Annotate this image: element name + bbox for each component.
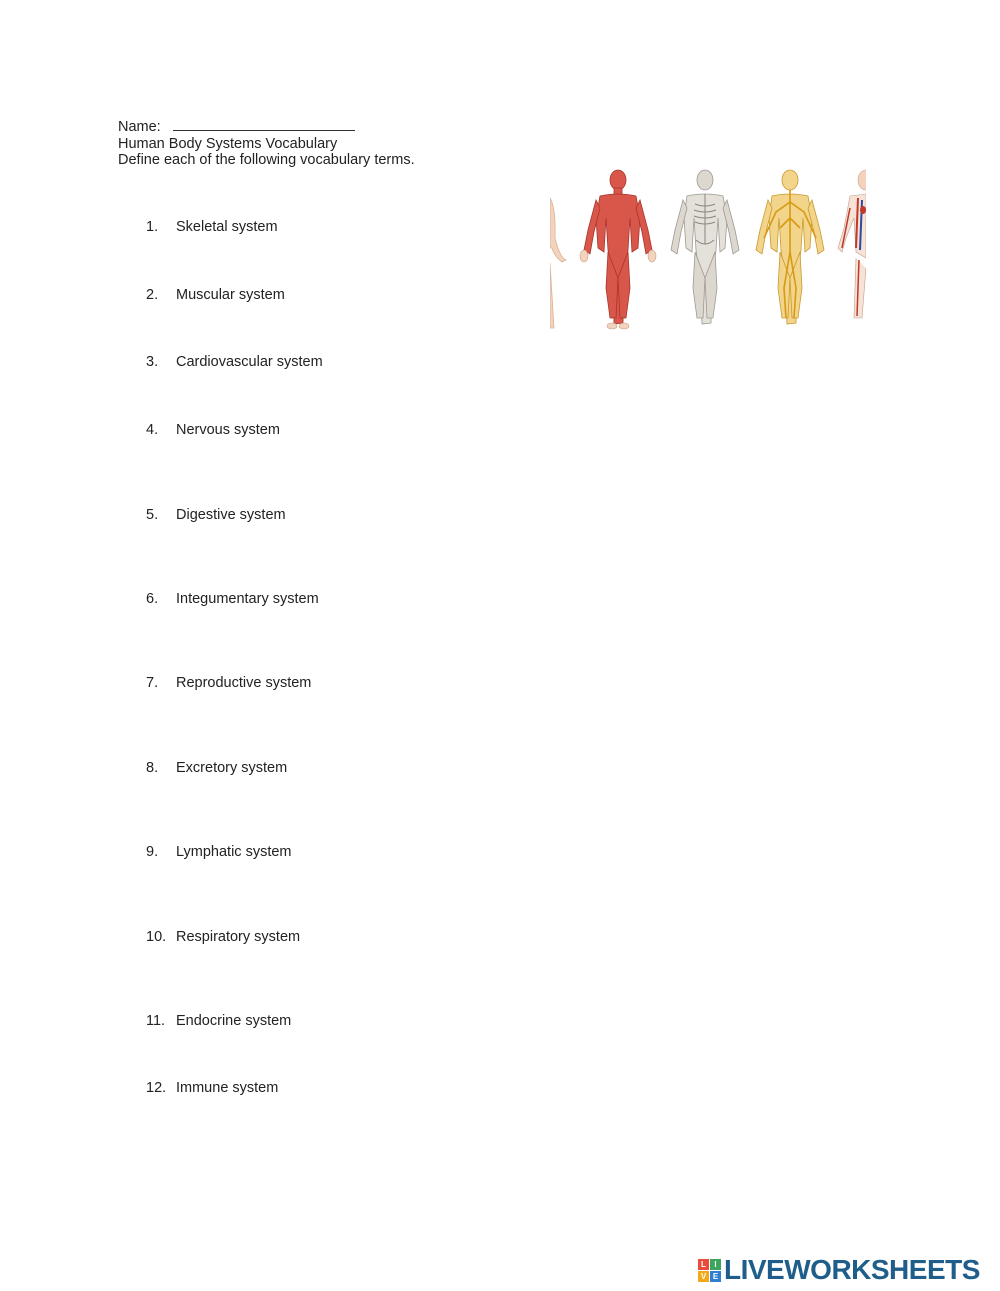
item-number: 2.: [146, 287, 159, 303]
name-label: Name:: [118, 119, 161, 135]
item-term: Integumentary system: [176, 591, 319, 607]
list-item: [146, 1080, 278, 1096]
item-number: 8.: [146, 760, 159, 776]
item-number: 11.: [146, 1013, 166, 1029]
item-term: Excretory system: [176, 760, 288, 776]
list-item: [146, 1013, 291, 1029]
item-term: Reproductive system: [176, 675, 312, 691]
logo-blocks-icon: [698, 1259, 721, 1282]
list-item: [146, 760, 287, 776]
integumentary-figure: [550, 198, 566, 328]
body-systems-illustration: [550, 168, 866, 330]
list-item: [146, 675, 311, 691]
item-term: Nervous system: [176, 422, 280, 438]
item-number: 1.: [146, 219, 159, 235]
logo-letter: E: [710, 1271, 721, 1282]
item-number: 4.: [146, 422, 159, 438]
logo-letter: I: [710, 1259, 721, 1270]
list-item: [146, 354, 323, 370]
item-term: Skeletal system: [176, 219, 278, 235]
cardiovascular-figure: [838, 170, 866, 318]
list-item: [146, 422, 280, 438]
liveworksheets-logo[interactable]: [698, 1255, 980, 1285]
logo-text: LIVEWORKSHEETS: [724, 1254, 980, 1285]
item-number: 12.: [146, 1080, 167, 1096]
item-term: Endocrine system: [176, 1013, 292, 1029]
list-item: [146, 287, 285, 303]
item-term: Immune system: [176, 1080, 279, 1096]
list-item: [146, 844, 292, 860]
item-number: 9.: [146, 844, 159, 860]
logo-letter: V: [698, 1271, 709, 1282]
item-number: 6.: [146, 591, 159, 607]
list-item: [146, 219, 278, 235]
item-term: Muscular system: [176, 287, 285, 303]
list-item: [146, 591, 319, 607]
item-number: 10.: [146, 929, 167, 945]
worksheet-instructions: Define each of the following vocabulary terms.: [118, 152, 415, 168]
worksheet-title: Human Body Systems Vocabulary: [118, 135, 338, 152]
muscular-figure: [584, 170, 652, 324]
item-term: Cardiovascular system: [176, 354, 323, 370]
item-number: 3.: [146, 354, 159, 370]
item-number: 7.: [146, 675, 159, 691]
list-item: [146, 929, 300, 945]
skeletal-figure: [671, 170, 739, 324]
logo-letter: L: [698, 1259, 709, 1270]
item-term: Digestive system: [176, 507, 286, 523]
item-term: Respiratory system: [176, 929, 301, 945]
item-number: 5.: [146, 507, 159, 523]
list-item: [146, 507, 286, 523]
item-term: Lymphatic system: [176, 844, 292, 860]
